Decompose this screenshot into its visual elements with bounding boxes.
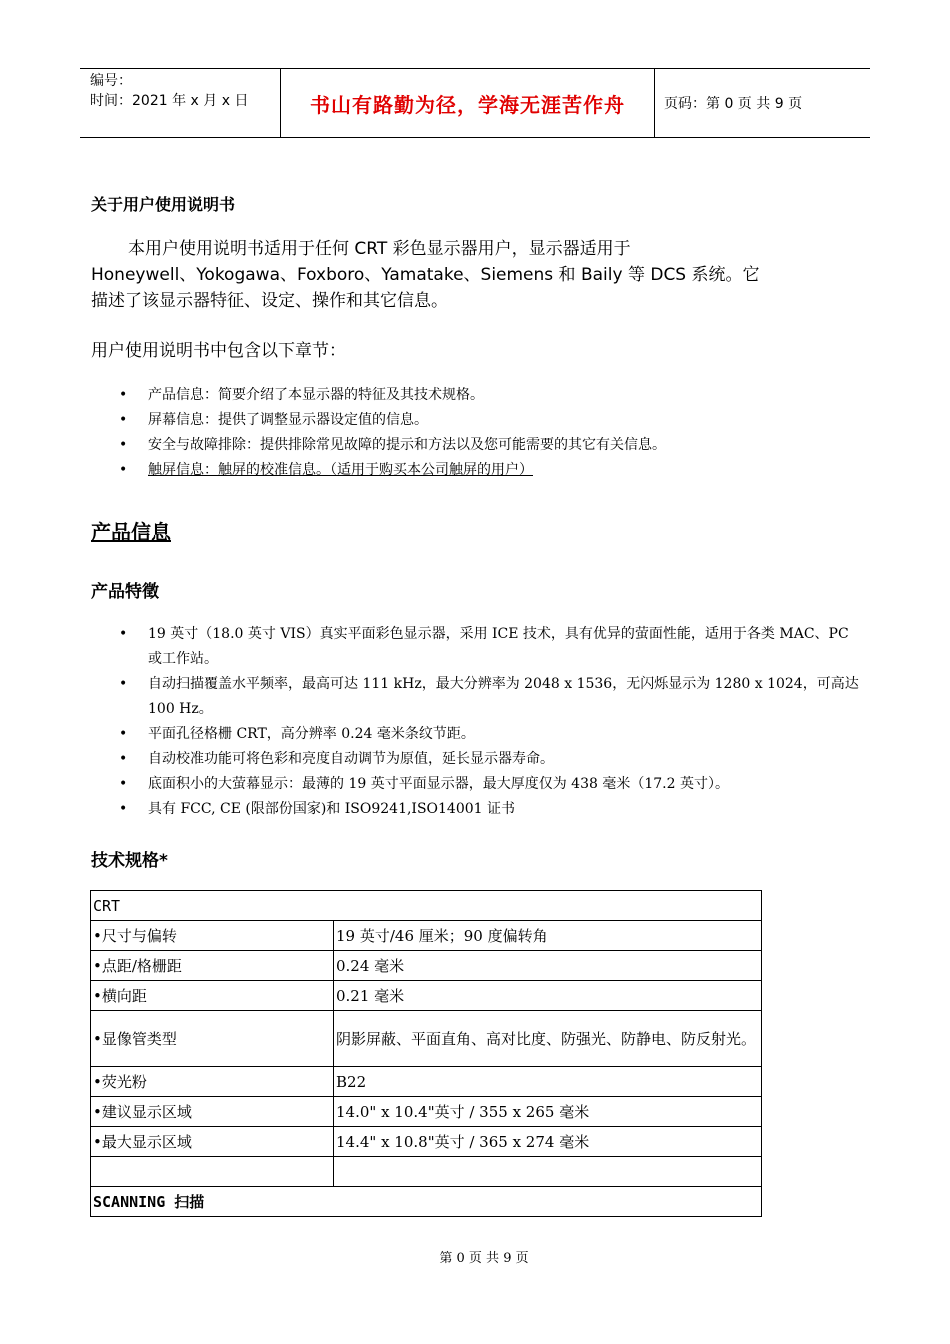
spec-label: •显像管类型 (91, 1011, 334, 1067)
intro-line-3: 描述了该显示器特征、设定、操作和其它信息。 (91, 291, 448, 311)
spec-label (91, 1157, 334, 1187)
bullet-icon: • (119, 387, 128, 403)
bullet-icon: • (119, 751, 128, 767)
table-row (91, 1157, 762, 1187)
spec-table (90, 890, 762, 1217)
bullet-icon: • (119, 676, 128, 692)
product-info-heading: 产品信息 (91, 520, 171, 544)
page-header (80, 68, 870, 138)
list-item: • 平面孔径格栅 CRT，高分辨率 0.24 毫米条纹节距。 (91, 722, 866, 747)
spec-section-crt: CRT (91, 891, 762, 921)
list-item: • 底面积小的大萤幕显示：最薄的 19 英寸平面显示器，最大厚度仅为 438 毫米（17.2 英寸）。 (91, 772, 866, 797)
spec-label: •最大显示区域 (91, 1127, 334, 1157)
list-item: • 触屏信息：触屏的校准信息。（适用于购买本公司触屏的用户） (91, 458, 666, 483)
about-heading: 关于用户使用说明书 (91, 195, 236, 214)
features-heading: 产品特徵 (91, 582, 159, 602)
bullet-icon: • (119, 726, 128, 742)
specs-heading: 技术规格* (91, 851, 168, 871)
list-item: • 自动扫描覆盖水平频率，最高可达 111 kHz，最大分辨率为 2048 x 1536，无闪烁显示为 1280 x 1024，可高达 100 Hz。 (91, 672, 866, 722)
bullet-icon: • (119, 412, 128, 428)
spec-value: 0.21 毫米 (334, 981, 762, 1011)
table-row (91, 951, 762, 981)
header-meta (80, 69, 281, 137)
table-row (91, 1097, 762, 1127)
bullet-icon: • (119, 437, 128, 453)
list-item: • 安全与故障排除：提供排除常见故障的提示和方法以及您可能需要的其它有关信息。 (91, 433, 666, 458)
table-row (91, 921, 762, 951)
chapters-intro: 用户使用说明书中包含以下章节： (91, 341, 346, 361)
spec-value: 19 英寸/46 厘米；90 度偏转角 (334, 921, 762, 951)
spec-value: B22 (334, 1067, 762, 1097)
spec-label: •荧光粉 (91, 1067, 334, 1097)
spec-value: 阴影屏蔽、平面直角、高对比度、防强光、防静电、防反射光。 (334, 1011, 762, 1067)
spec-label: •点距/格栅距 (91, 951, 334, 981)
bullet-icon: • (119, 801, 128, 817)
bullet-icon: • (119, 776, 128, 792)
header-motto: 书山有路勤为径，学海无涯苦作舟 (310, 92, 625, 117)
spec-value: 0.24 毫米 (334, 951, 762, 981)
spec-value: 14.0" x 10.4"英寸 / 355 x 265 毫米 (334, 1097, 762, 1127)
feature-list (91, 622, 866, 822)
header-page-cell (654, 69, 870, 137)
header-motto-cell (281, 69, 655, 137)
list-item: • 屏幕信息：提供了调整显示器设定值的信息。 (91, 408, 666, 433)
doc-time-label: 时间：2021 年 x 月 x 日 (90, 93, 249, 109)
list-item: • 具有 FCC, CE (限部份国家)和 ISO9241,ISO14001 证书 (91, 797, 866, 822)
bullet-icon: • (119, 626, 128, 642)
list-item: • 产品信息：简要介绍了本显示器的特征及其技术规格。 (91, 383, 666, 408)
list-item: • 19 英寸（18.0 英寸 VIS）真实平面彩色显示器，采用 ICE 技术，具有优异的萤面性能，适用于各类 MAC、PC 或工作站。 (91, 622, 866, 672)
table-row (91, 891, 762, 921)
spec-label: •横向距 (91, 981, 334, 1011)
table-row (91, 981, 762, 1011)
table-row (91, 1187, 762, 1217)
bullet-icon: • (119, 462, 128, 478)
header-page-number: 页码：第 0 页 共 9 页 (664, 96, 803, 112)
doc-number-label: 编号： (90, 73, 132, 89)
spec-label: •建议显示区域 (91, 1097, 334, 1127)
intro-line-1: 本用户使用说明书适用于任何 CRT 彩色显示器用户，显示器适用于 (128, 239, 631, 259)
table-row (91, 1067, 762, 1097)
spec-label: •尺寸与偏转 (91, 921, 334, 951)
table-row (91, 1011, 762, 1067)
page-footer (0, 1247, 950, 1266)
chapter-list (91, 383, 666, 483)
spec-value (334, 1157, 762, 1187)
intro-line-2: Honeywell、Yokogawa、Foxboro、Yamatake、Siemens 和 Baily 等 DCS 系统。它 (91, 265, 760, 285)
list-item: • 自动校准功能可将色彩和亮度自动调节为原值，延长显示器寿命。 (91, 747, 866, 772)
spec-value: 14.4" x 10.8"英寸 / 365 x 274 毫米 (334, 1127, 762, 1157)
table-row (91, 1127, 762, 1157)
spec-section-scanning: SCANNING 扫描 (91, 1187, 762, 1217)
intro-paragraph (91, 236, 851, 314)
footer-page-number: 第 0 页 共 9 页 (439, 1251, 529, 1266)
